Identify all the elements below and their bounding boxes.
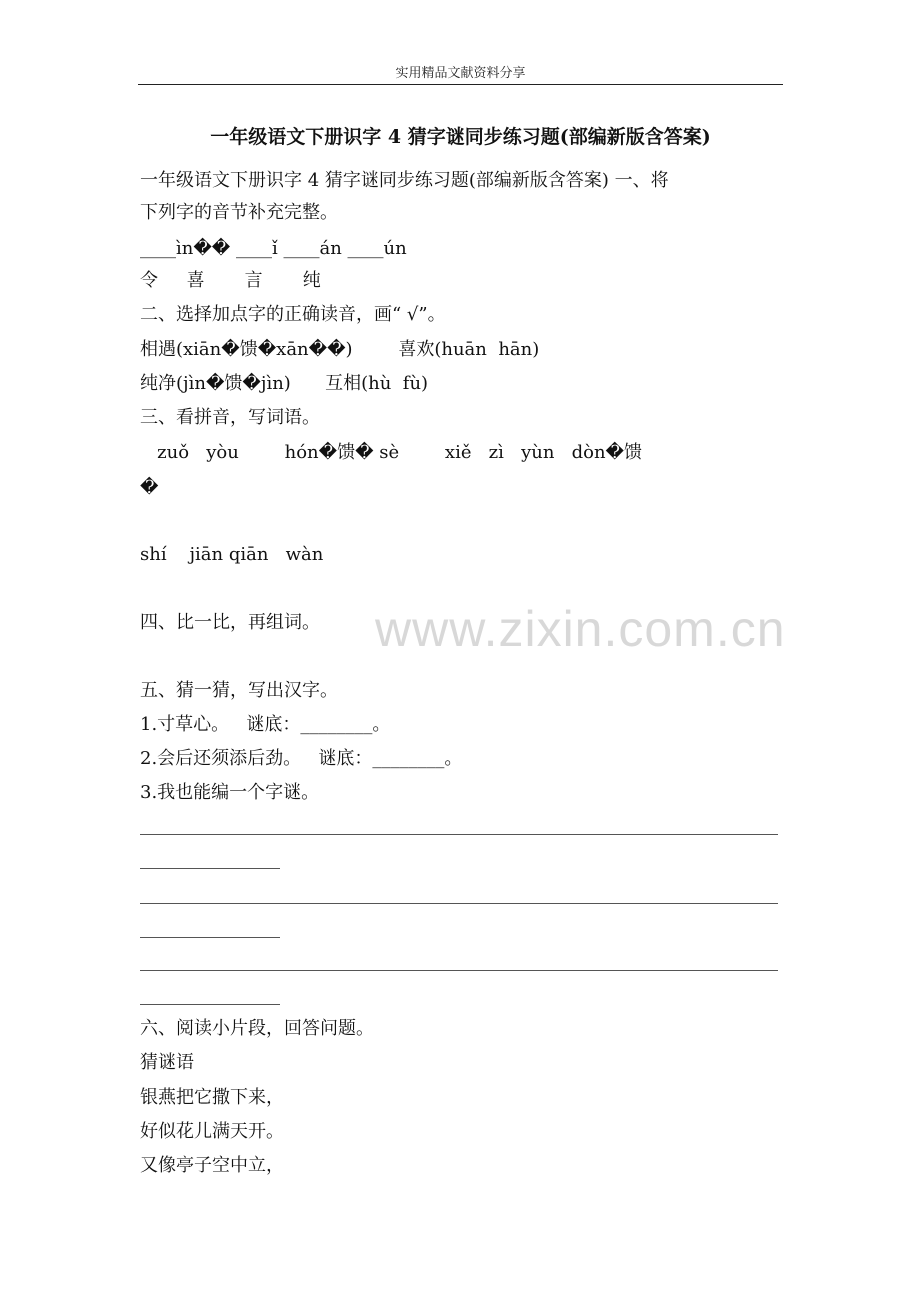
- poem-title: 猜谜语: [140, 1052, 194, 1073]
- intro-line-1: 一年级语文下册识字 4 猜字谜同步练习题(部编新版含答案) 一、将: [140, 170, 669, 191]
- section2-row-1: 相遇(xiān�馈�xān��) 喜欢(huān hān): [140, 339, 540, 360]
- answer-line[interactable]: [140, 834, 778, 835]
- watermark: www.zixin.com.cn: [375, 601, 786, 657]
- answer-line[interactable]: [140, 868, 280, 869]
- section5-question-3: 3.我也能编一个字谜。: [140, 782, 320, 803]
- section4-heading: 四、比一比，再组词。: [140, 612, 320, 633]
- section2-heading: 二、选择加点字的正确读音，画“ √”。: [140, 304, 446, 325]
- section3-pinyin-row-1-cont: �: [140, 477, 159, 498]
- poem-line: 又像亭子空中立，: [140, 1155, 284, 1176]
- section2-row-2: 纯净(jìn�馈�jìn) 互相(hù fù): [140, 373, 429, 394]
- poem-line: 银燕把它撒下来，: [140, 1087, 284, 1108]
- answer-line[interactable]: [140, 937, 280, 938]
- document-title: 一年级语文下册识字 4 猜字谜同步练习题(部编新版含答案): [210, 126, 711, 148]
- header-rule: [138, 84, 783, 85]
- answer-line[interactable]: [140, 970, 778, 971]
- section3-pinyin-row-1: zuǒ yòu hón�馈� sè xiě zì yùn dòn�馈: [140, 442, 642, 463]
- section5-heading: 五、猜一猜，写出汉字。: [140, 680, 338, 701]
- page-header: 实用精品文献资料分享: [395, 66, 526, 81]
- section5-question-2: 2.会后还须添后劲。 谜底：________。: [140, 748, 463, 769]
- poem-line: 好似花儿满天开。: [140, 1121, 284, 1142]
- intro-line-2: 下列字的音节补充完整。: [140, 202, 338, 223]
- section3-heading: 三、看拼音，写词语。: [140, 407, 320, 428]
- section5-question-1: 1.寸草心。 谜底：________。: [140, 714, 391, 735]
- section3-pinyin-row-2: shí jiān qiān wàn: [140, 544, 324, 565]
- section1-chars-line: 令 喜 言 纯: [140, 270, 321, 291]
- answer-line[interactable]: [140, 903, 778, 904]
- section6-heading: 六、阅读小片段，回答问题。: [140, 1018, 374, 1039]
- answer-line[interactable]: [140, 1004, 280, 1005]
- section1-pinyin-line: ____ìn�� ____ǐ ____án ____ún: [140, 238, 407, 259]
